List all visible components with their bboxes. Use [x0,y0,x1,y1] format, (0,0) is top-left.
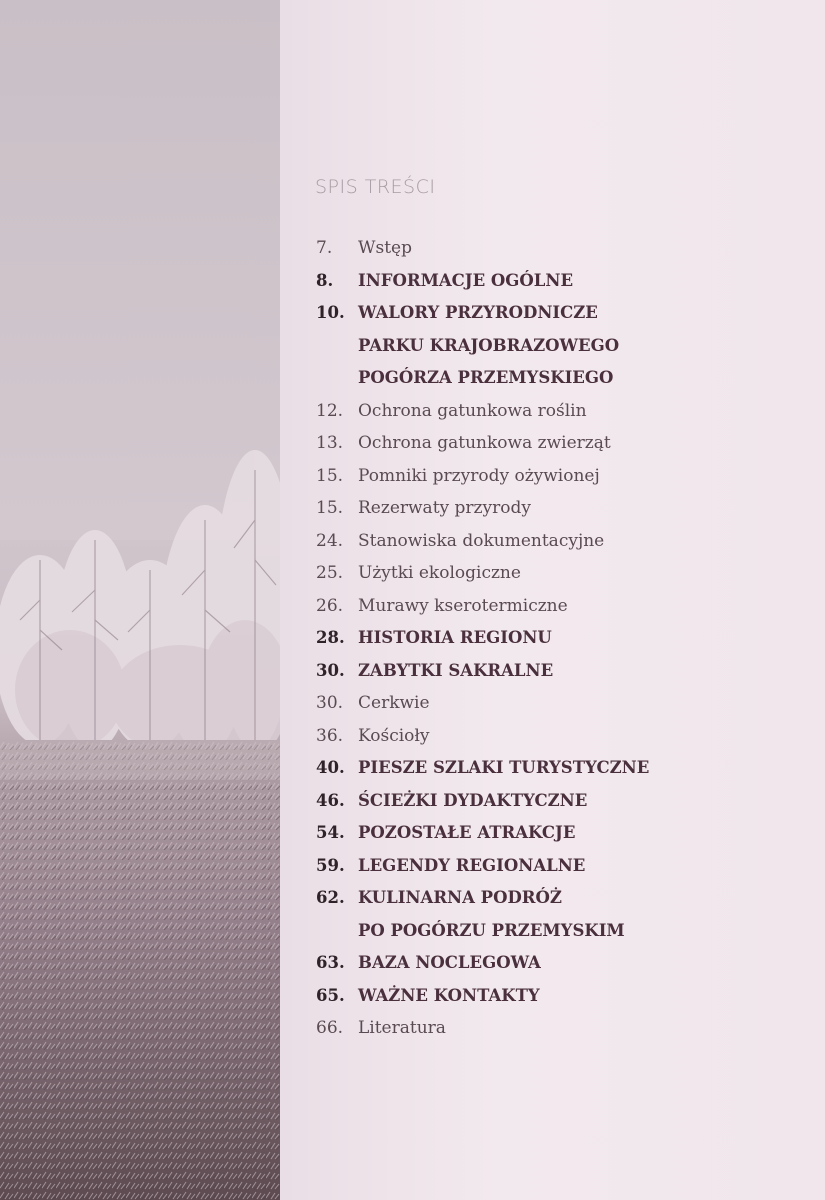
toc-entry-label: Cerkwie [358,693,430,713]
toc-entry [316,557,649,590]
toc-page-number: 65. [316,985,345,1005]
toc-entry [316,752,649,785]
toc-page-number: 8. [316,270,334,290]
toc-entry-label: Ochrona gatunkowa zwierząt [358,433,611,453]
toc-entry-label: Ochrona gatunkowa roślin [358,400,587,421]
toc-entry [316,1012,649,1045]
toc-entry-label: Murawy kserotermiczne [358,595,568,616]
toc-entry-label: POGÓRZA PRZEMYSKIEGO [358,368,614,387]
toc-entry-label: HISTORIA REGIONU [358,628,552,647]
toc-entry-label: Wstęp [358,238,412,258]
toc-entry [316,492,649,525]
toc-page-number: 28. [316,628,345,647]
frosted-landscape-photo [0,0,280,1200]
toc-entry-label: Stanowiska dokumentacyjne [358,530,605,551]
toc-entry-label: BAZA NOCLEGOWA [358,953,541,972]
toc-page-number: 62. [316,888,345,907]
toc-entry-label: Pomniki przyrody ożywionej [358,465,600,486]
toc-entry [316,265,649,298]
toc-entry [316,947,649,980]
toc-entry-label: WALORY PRZYRODNICZE [358,303,598,322]
toc-entry-label: PIESZE SZLAKI TURYSTYCZNE [358,758,650,777]
toc-entry [316,330,649,363]
toc-entry-label: PO POGÓRZU PRZEMYSKIM [358,920,625,940]
toc-entry-label: Użytki ekologiczne [358,563,521,583]
toc-entry-label: POZOSTAŁE ATRAKCJE [358,823,576,842]
toc-page-number: 10. [316,303,345,322]
toc-entry [316,720,649,753]
toc-entry [316,785,649,818]
toc-entry-label: LEGENDY REGIONALNE [358,855,586,875]
toc-page-number: 7. [316,238,333,258]
toc-entry [316,655,649,688]
toc-page-number: 24. [316,530,344,551]
toc-page-number: 66. [316,1018,344,1038]
toc-entry [316,525,649,558]
toc-title: SPIS TREŚCI [315,176,436,198]
toc-page-number: 36. [316,725,344,746]
toc-list [316,232,649,1045]
toc-page-number: 40. [316,758,345,777]
toc-page-number: 15. [316,465,344,486]
toc-entry [316,362,649,395]
toc-entry-label: ZABYTKI SAKRALNE [358,660,554,680]
toc-entry-label: Literatura [358,1018,446,1038]
toc-entry [316,460,649,493]
toc-page-number: 26. [316,595,344,616]
toc-entry [316,427,649,460]
toc-entry-label: WAŻNE KONTAKTY [358,985,540,1005]
toc-page-number: 30. [316,660,345,680]
frosted-trees-icon [0,0,280,1200]
toc-entry [316,817,649,850]
toc-entry-label: ŚCIEŻKI DYDAKTYCZNE [358,790,588,810]
toc-entry [316,622,649,655]
toc-page-number: 63. [316,953,345,972]
toc-entry [316,297,649,330]
toc-page-number: 25. [316,563,344,583]
toc-entry [316,687,649,720]
toc-page-number: 54. [316,823,345,842]
toc-entry-label: PARKU KRAJOBRAZOWEGO [358,335,620,355]
toc-page-number: 30. [316,693,344,713]
toc-entry [316,590,649,623]
toc-entry-label: Rezerwaty przyrody [358,498,531,518]
toc-page-number: 46. [316,790,345,810]
toc-page-number: 13. [316,433,344,453]
toc-entry [316,232,649,265]
toc-entry-label: KULINARNA PODRÓŻ [358,888,562,907]
toc-page-number: 12. [316,400,344,421]
toc-entry [316,395,649,428]
toc-entry [316,980,649,1013]
toc-entry [316,850,649,883]
toc-entry [316,882,649,915]
toc-entry-label: INFORMACJE OGÓLNE [358,270,574,290]
toc-page-number: 59. [316,855,345,875]
toc-page-number: 15. [316,498,344,518]
toc-entry [316,915,649,948]
toc-entry-label: Kościoły [358,725,430,746]
